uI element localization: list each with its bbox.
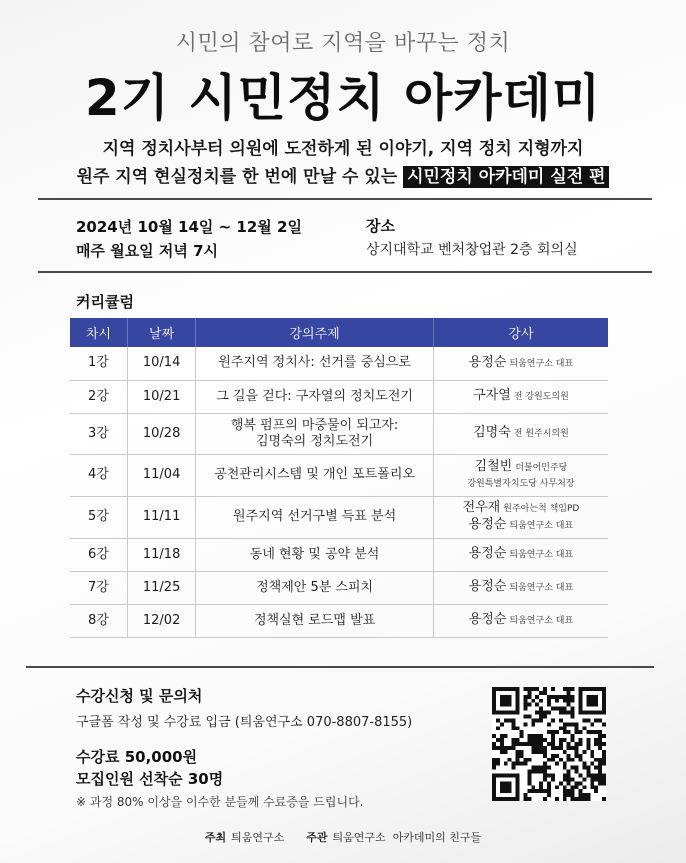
capacity: 모집인원 선착순 30명 — [76, 770, 224, 788]
instructor-role: 틔움연구소 대표 — [509, 521, 574, 531]
instructor-role: 원주아는척 책임PD — [503, 504, 580, 514]
table-row — [70, 604, 608, 637]
topic-cell — [196, 538, 434, 571]
table-row — [70, 571, 608, 604]
instructor-name: 용정순 — [468, 612, 507, 627]
date-cell: 11/18 — [127, 538, 195, 571]
instructor-name: 용정순 — [468, 354, 507, 370]
organizer-label: 주관 — [306, 831, 328, 844]
topic-cell — [196, 496, 434, 538]
instructor-name: 전우재 — [462, 500, 501, 515]
header-topic: 강의주제 — [196, 318, 434, 347]
table-row — [70, 413, 608, 454]
instructor-cell — [433, 496, 608, 538]
instructor — [435, 388, 607, 405]
topic-line: 동네 현황 및 공약 분석 — [249, 546, 380, 562]
date-cell: 11/25 — [127, 571, 195, 604]
instructor-role: 틔움연구소 대표 — [509, 583, 574, 593]
session-cell: 8강 — [70, 604, 127, 637]
topic-line: 그 길을 걷다: 구자열의 정치도전기 — [216, 388, 413, 404]
date-cell: 10/28 — [127, 413, 195, 454]
intro-line-2 — [0, 162, 686, 187]
date-cell: 11/04 — [127, 454, 195, 496]
weekly-schedule: 매주 월요일 저녁 7시 — [76, 242, 219, 260]
table-row — [70, 538, 608, 571]
instructor — [435, 500, 607, 517]
instructor-role: 전 원주시의원 — [513, 429, 569, 439]
table-row — [70, 496, 608, 538]
instructor-cell — [433, 413, 608, 454]
session-cell: 2강 — [70, 380, 127, 413]
instructor-role: 틔움연구소 대표 — [509, 358, 574, 369]
topic-cell — [196, 454, 434, 496]
place-label: 장소 — [366, 217, 395, 235]
topic-cell — [196, 604, 434, 637]
divider-bottom — [26, 666, 654, 668]
divider-top — [38, 198, 652, 200]
topic-line: 정책실현 로드맵 발표 — [253, 612, 376, 628]
host-name: 틔움연구소 — [231, 831, 285, 844]
fee: 수강료 50,000원 — [76, 748, 198, 766]
table-header-row — [70, 318, 608, 347]
instructor-name: 김철빈 — [474, 458, 513, 474]
instructor — [435, 459, 607, 476]
session-cell: 3강 — [70, 413, 127, 454]
intro-line-2-text: 원주 지역 현실정치를 한 번에 만날 수 있는 — [76, 167, 404, 187]
instructor-role: 전 강원도의원 — [513, 392, 569, 402]
instructor-name: 용정순 — [468, 579, 507, 594]
topic-line: 원주지역 정치사: 선거를 중심으로 — [218, 355, 411, 371]
instructor-cell — [433, 454, 608, 496]
curriculum-table — [70, 318, 608, 638]
session-cell: 5강 — [70, 496, 127, 538]
date-range: 2024년 10월 14일 ~ 12월 2일 — [76, 218, 302, 236]
application-text: 구글폼 작성 및 수강료 입금 (틔움연구소 070-8807-8155) — [76, 715, 413, 730]
footer — [0, 829, 686, 845]
instructor-name: 김명숙 — [473, 425, 511, 440]
instructor — [435, 546, 607, 563]
session-cell: 1강 — [70, 347, 127, 380]
instructor-cell — [433, 538, 608, 571]
instructor — [435, 517, 607, 534]
table-row — [70, 347, 608, 380]
instructor — [435, 425, 607, 442]
qr-code-icon[interactable] — [492, 687, 606, 801]
topic-line: 정책제안 5분 스피치 — [256, 579, 374, 595]
application-label: 수강신청 및 문의처 — [76, 687, 203, 705]
instructor-cell — [433, 347, 608, 380]
instructor-name: 용정순 — [468, 517, 507, 532]
instructor-role: 틔움연구소 대표 — [509, 550, 574, 560]
session-cell: 4강 — [70, 454, 127, 496]
place-value: 상지대학교 벤처창업관 2층 회의실 — [366, 242, 578, 258]
topic-cell — [196, 380, 434, 413]
host-label: 주최 — [204, 831, 227, 844]
instructor — [435, 579, 607, 596]
schedule-block — [76, 215, 302, 263]
header-instructor: 강사 — [433, 318, 608, 347]
instructor-role: 틔움연구소 대표 — [509, 616, 574, 626]
topic-line: 원주지역 선거구별 득표 분석 — [233, 509, 397, 524]
topic-line: 행복 펌프의 마중물이 되고자: — [230, 417, 399, 433]
instructor-name: 구자열 — [473, 388, 511, 403]
certificate-note: ※ 과정 80% 이상을 이수한 분들께 수료증을 드립니다. — [76, 795, 364, 809]
topic-line: 공천관리시스템 및 개인 포트폴리오 — [214, 467, 415, 482]
header-date: 날짜 — [127, 318, 195, 347]
divider-middle — [38, 271, 652, 273]
instructor — [435, 612, 607, 629]
date-cell: 12/02 — [127, 604, 195, 637]
header-session: 차시 — [70, 318, 127, 347]
table-row — [70, 454, 608, 496]
instructor-cell — [433, 571, 608, 604]
intro-line-1: 지역 정치사부터 의원에 도전하게 된 이야기, 지역 정치 지형까지 — [102, 139, 584, 159]
instructor-cell — [433, 604, 608, 637]
date-cell: 10/21 — [127, 380, 195, 413]
curriculum-label: 커리큘럼 — [76, 293, 134, 311]
session-cell: 6강 — [70, 538, 127, 571]
session-cell: 7강 — [70, 571, 127, 604]
topic-cell — [196, 571, 434, 604]
curriculum-body — [70, 347, 608, 637]
intro-highlight: 시민정치 아카데미 실전 편 — [403, 166, 609, 188]
instructor-cell — [433, 380, 608, 413]
topic-line: 김명숙의 정치도전기 — [256, 433, 374, 449]
topic-cell — [196, 413, 434, 454]
instructor-role: 더불어민주당 — [515, 462, 568, 473]
poster-subtitle: 시민의 참여로 지역을 바꾸는 정치 — [175, 31, 511, 56]
poster-title: 2기 시민정치 아카데미 — [84, 69, 602, 127]
topic-cell — [196, 347, 434, 380]
instructor-role-line2: 강원특별자치도당 사무처장 — [467, 478, 575, 489]
table-row — [70, 380, 608, 413]
date-cell: 10/14 — [127, 347, 195, 380]
instructor-name: 용정순 — [468, 546, 507, 561]
instructor — [435, 355, 607, 372]
organizer-name: 틔움연구소 아카데미의 친구들 — [332, 831, 482, 844]
date-cell: 11/11 — [127, 496, 195, 538]
